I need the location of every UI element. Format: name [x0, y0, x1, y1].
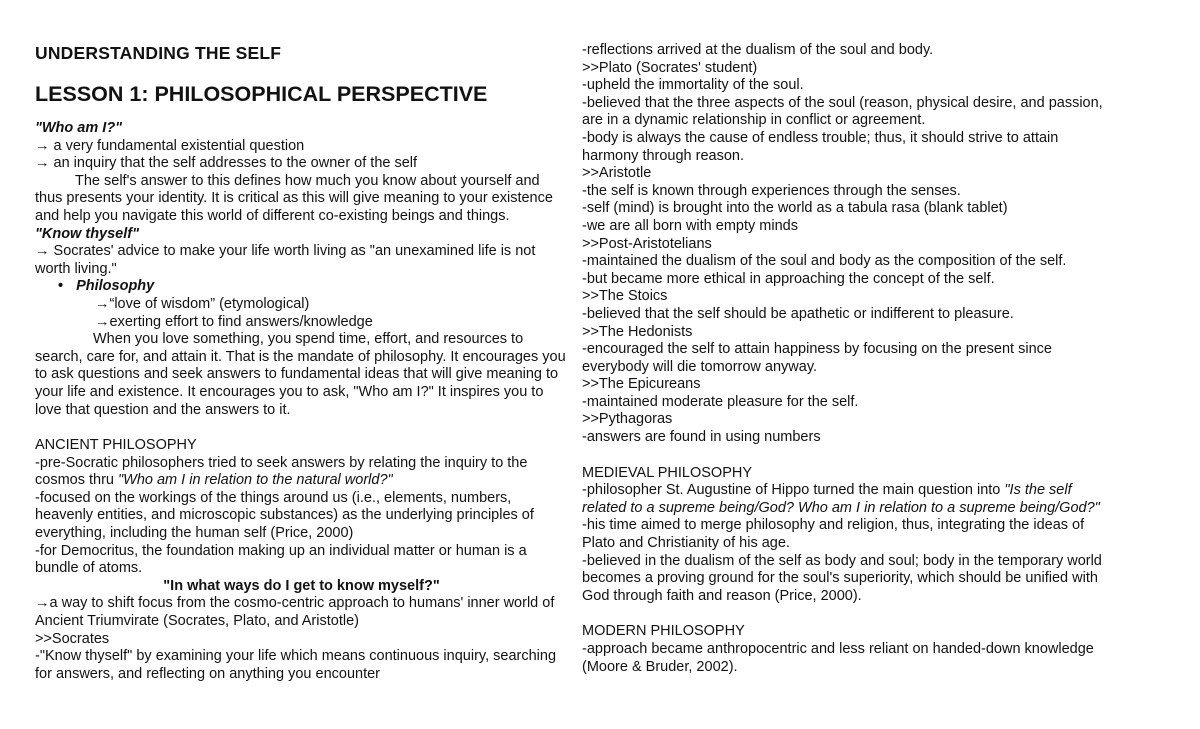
- left-column: [35, 42, 568, 683]
- epicureans-line-1: -maintained moderate pleasure for the self.: [582, 393, 859, 410]
- socrates-line-2: -reflections arrived at the dualism of the soul and body.: [582, 42, 934, 58]
- post-aristotelians-line-1: -maintained the dualism of the soul and body as the composition of the self.: [582, 253, 1067, 270]
- heading-medieval-philosophy: MEDIEVAL PHILOSOPHY: [582, 464, 753, 481]
- term-know-thyself: "Know thyself": [35, 225, 139, 242]
- who-arrow-2: → an inquiry that the self addresses to the owner of the self: [35, 155, 418, 172]
- know-thyself-arrow: → Socrates' advice to make your life worth living as "an unexamined life is not worth living.": [35, 243, 536, 277]
- medieval-merge-line: -his time aimed to merge philosophy and religion, thus, integrating the ideas of Plato and Christianity of his age.: [582, 517, 1085, 552]
- aristotle-line-2: -self (mind) is brought into the world as a tabula rasa (blank tablet): [582, 200, 1008, 217]
- heading-ancient-philosophy: ANCIENT PHILOSOPHY: [35, 437, 197, 454]
- question-know-myself: "In what ways do I get to know myself?": [163, 577, 440, 594]
- modern-line-1: -approach became anthropocentric and less reliant on handed-down knowledge (Moore & Bruder, 2002).: [582, 641, 1094, 675]
- heading-post-aristotelians: >>Post-Aristotelians: [582, 235, 712, 252]
- who-arrow-1: → a very fundamental existential question: [35, 137, 305, 154]
- stoics-line-1: -believed that the self should be apathetic or indifferent to pleasure.: [582, 305, 1014, 322]
- philosophy-arrow-2: →exerting effort to find answers/knowledge: [95, 313, 373, 330]
- ancient-focus-line: -focused on the workings of the things around us (i.e., elements, numbers, heavenly entities, and microscopic substances) as the underlying principles of everything, including the human self (Price, 2000): [35, 489, 534, 542]
- who-paragraph: The self's answer to this defines how much you know about yourself and thus presents your identity. It is critical as this will give meaning to your existence and help you navigate this world of different co-existing beings and things.: [35, 172, 553, 224]
- heading-socrates: >>Socrates: [35, 630, 110, 647]
- plato-line-1: -upheld the immortality of the soul.: [582, 77, 804, 94]
- heading-hedonists: >>The Hedonists: [582, 323, 693, 340]
- heading-aristotle: >>Aristotle: [582, 165, 652, 182]
- heading-stoics: >>The Stoics: [582, 288, 668, 305]
- heading-modern-philosophy: MODERN PHILOSOPHY: [582, 623, 745, 640]
- right-column: [582, 42, 1112, 676]
- medieval-augustine-quote: "Is the self related to a supreme being/God? Who am I in relation to a supreme being/God?": [582, 482, 1100, 516]
- ancient-presocratic-text: -pre-Socratic philosophers tried to seek answers by relating the inquiry to the cosmos thru: [35, 454, 528, 489]
- heading-epicureans: >>The Epicureans: [582, 376, 701, 393]
- philosophy-arrow-1: →“love of wisdom” (etymological): [95, 295, 310, 312]
- philosophy-bullet-item: [35, 278, 568, 296]
- heading-plato: >>Plato (Socrates' student): [582, 59, 758, 76]
- plato-line-2: -believed that the three aspects of the soul (reason, physical desire, and passion, are in a dynamic relationship in conflict or agreement.: [582, 94, 1103, 129]
- ancient-shift-arrow: →a way to shift focus from the cosmo-centric approach to humans' inner world of Ancient Triumvirate (Socrates, Plato, and Aristotle): [35, 595, 555, 630]
- lesson-heading: LESSON 1: PHILOSOPHICAL PERSPECTIVE: [35, 82, 488, 106]
- hedonists-line-1: -encouraged the self to attain happiness by focusing on the present since everybody will die tomorrow anyway.: [582, 341, 1052, 375]
- term-who-am-i: "Who am I?": [35, 120, 123, 136]
- ancient-presocratic-line: [35, 455, 568, 490]
- post-aristotelians-line-2: -but became more ethical in approaching the concept of the self.: [582, 270, 995, 287]
- aristotle-line-3: -we are all born with empty minds: [582, 217, 798, 234]
- medieval-dualism-line: -believed in the dualism of the self as body and soul; body in the temporary world becomes a proving ground for the soul's superiority, which should be unified with God through faith and reason (Price, 2000).: [582, 552, 1102, 604]
- medieval-augustine-text: -philosopher St. Augustine of Hippo turned the main question into: [582, 482, 1005, 499]
- ancient-presocratic-quote: "Who am I in relation to the natural world?": [118, 472, 393, 489]
- medieval-augustine-line: [582, 482, 1112, 517]
- aristotle-line-1: -the self is known through experiences through the senses.: [582, 182, 961, 199]
- heading-pythagoras: >>Pythagoras: [582, 411, 673, 428]
- socrates-line-1: -"Know thyself" by examining your life which means continuous inquiry, searching for answers, and reflecting on anything you encounter: [35, 648, 557, 682]
- ancient-democritus-line: -for Democritus, the foundation making up an individual matter or human is a bundle of atoms.: [35, 542, 527, 577]
- philosophy-paragraph: When you love something, you spend time, effort, and resources to search, care for, and attain it. That is the mandate of philosophy. It encourages you to ask questions and seek answers to fundamental ideas that will give meaning to your life and existence. It encourages you to ask, "Who am I?" It inspires you to love that question and the answers to it.: [35, 331, 566, 418]
- plato-line-3: -body is always the cause of endless trouble; thus, it should strive to attain harmony through reason.: [582, 129, 1059, 164]
- pythagoras-line-1: -answers are found in using numbers: [582, 429, 821, 446]
- term-philosophy: Philosophy: [76, 278, 155, 295]
- document-title: UNDERSTANDING THE SELF: [35, 43, 282, 63]
